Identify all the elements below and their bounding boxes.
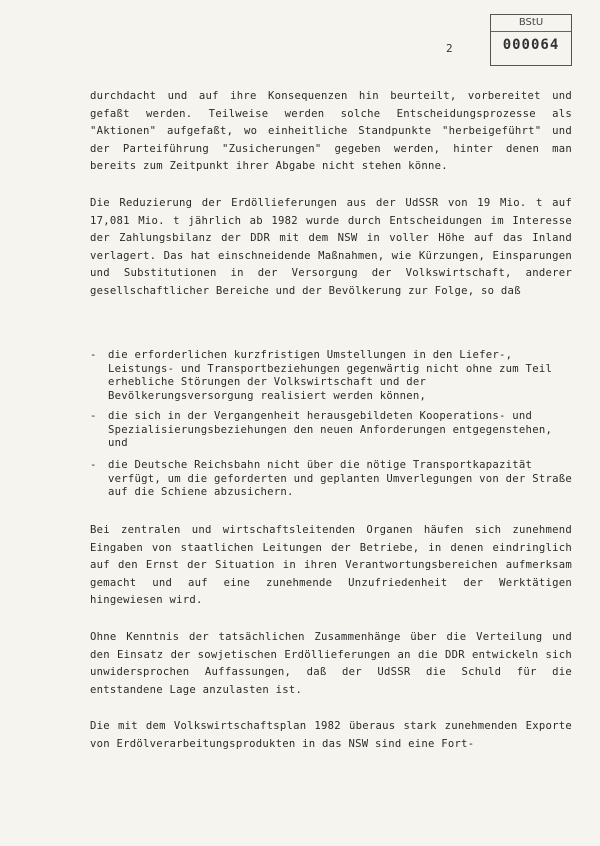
paragraph-nsw-exports: Die mit dem Volkswirtschaftsplan 1982 überaus stark zunehmenden Exporte von Erdölverarbeitungsprodukten in das NSW sind eine Fort- xyxy=(90,720,572,750)
stamp-divider xyxy=(491,31,571,32)
bullet-dash: - xyxy=(90,459,97,471)
bullet-item xyxy=(90,410,572,451)
bullet-text: die sich in der Vergangenheit herausgebildeten Kooperations- und Spezialisierungsbeziehungen den neuen Anforderungen entgegenstehen, und xyxy=(108,410,553,450)
bullet-item xyxy=(90,349,572,403)
paragraph-submissions: Bei zentralen und wirtschaftsleitenden Organen häufen sich zunehmend Eingaben von staatlichen Leitungen der Betriebe, in denen eindringlich auf den Ernst der Situation in ihren Verantwortungsbereichen aufmerksam gemacht und auf eine zunehmende Unzufriedenheit der Werktätigen hingewiesen wird. xyxy=(90,524,572,607)
bullet-item xyxy=(90,459,572,500)
bullet-text: die erforderlichen kurzfristigen Umstellungen in den Liefer-, Leistungs- und Transportbeziehungen gegenwärtig nicht ohne zum Teil erhebliche Störungen der Volkswirtschaft und der Bevölkerungsversorgung realisiert werden können, xyxy=(108,349,553,402)
paragraph-soviet-blame: Ohne Kenntnis der tatsächlichen Zusammenhänge über die Verteilung und den Einsatz der sowjetischen Erdöllieferungen an die DDR entwickeln sich unwidersprochen Auffassungen, daß der UdSSR die Schuld für die entstandene Lage anzulasten ist. xyxy=(90,631,572,696)
paragraph-oil-reduction: Die Reduzierung der Erdöllieferungen aus der UdSSR von 19 Mio. t auf 17,081 Mio. t jährlich ab 1982 wurde durch Entscheidungen im Interesse der Zahlungsbilanz der DDR mit dem NSW in voller Höhe auf das Inland verlagert. Das hat einschneidende Maßnahmen, wie Kürzungen, Einsparungen und Substitutionen in der Versorgung der Volkswirtschaft, anderer gesellschaftlicher Bereiche und der Bevölkerung zur Folge, so daß xyxy=(90,197,572,297)
bullet-dash: - xyxy=(90,349,97,361)
page-number: 2 xyxy=(446,42,453,55)
bullet-text: die Deutsche Reichsbahn nicht über die nötige Transportkapazität verfügt, um die geforderten und geplanten Umverlegungen von der Straße auf die Schiene abzusichern. xyxy=(108,459,572,499)
bullet-dash: - xyxy=(90,410,97,422)
paragraph-decision-processes: durchdacht und auf ihre Konsequenzen hin beurteilt, vorbereitet und gefaßt werden. Teilweise werden solche Entscheidungsprozesse als "Aktionen" aufgefaßt, wo einheitliche Standpunkte "herbeigeführt" und der Parteiführung "Zusicherungen" gegeben werden, hinter denen man bereits zum Zeitpunkt ihrer Abgabe nicht stehen könne. xyxy=(90,90,572,173)
stamp-number: 000064 xyxy=(502,37,560,53)
archive-stamp xyxy=(490,14,572,66)
stamp-label: BStU xyxy=(518,17,544,28)
